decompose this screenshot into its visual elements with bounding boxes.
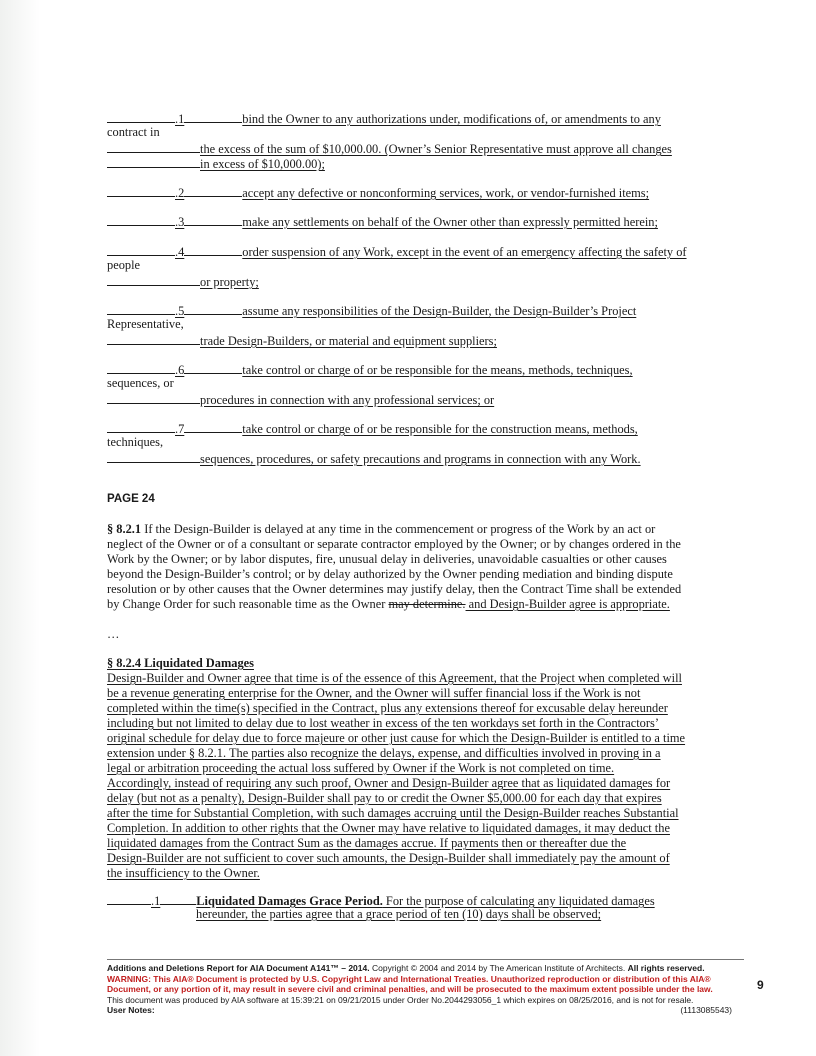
list-item-2: .2 accept any defective or nonconforming services, work, or vendor-furnished items; — [107, 184, 649, 201]
scan-edge-shading — [0, 0, 40, 1056]
list-item-1-line-3: the excess of the sum of $10,000.00. (Owner’s Senior Representative must approve all changes — [107, 140, 672, 157]
list-item-1-line-2: contract in — [107, 125, 160, 139]
list-item-6-line-1: .6 take control or charge of or be responsible for the means, methods, techniques, — [107, 361, 633, 378]
list-item-4-line-3: or property; — [107, 273, 259, 290]
document-footer: Additions and Deletions Report for AIA Document A141™ – 2014. Copyright © 2004 and 2014 by The American Institute of Architects. All rights reserved. WARNING: This AIA® Document is protected by U.S. Copyright Law and International Treaties. Unauthorized reproduction or distribution of this AIA® Document, or any portion of it, may result in severe civil and criminal penalties, and will be prosecuted to the maximum extent possible under the law. This document was produced by AIA software at 15:39:21 on 09/21/2015 under Order No.2044293056_1 which expires on 08/25/2016, and is not for resale. User Notes: (1113085543) — [107, 963, 732, 1016]
list-item-1-line-4: in excess of $10,000.00); — [107, 155, 325, 172]
list-item-4-line-1: .4 order suspension of any Work, except in the event of an emergency affecting the safety of — [107, 243, 687, 260]
list-item-7-line-2: techniques, — [107, 435, 164, 449]
list-item-7-line-3: sequences, procedures, or safety precautions and programs in connection with any Work. — [107, 450, 641, 467]
grace-period-line-1: .1 Liquidated Damages Grace Period. For the purpose of calculating any liquidated damages — [107, 892, 655, 909]
section-8-2-1-paragraph: § 8.2.1 If the Design-Builder is delayed at any time in the commencement or progress of the Work by an act or neglect of the Owner or of a consultant or separate contractor employed by the Owner; or by changes ordered in the Work by the Owner; or by labor disputes, fire, unusual delay in deliveries, unavoidable casualties or other causes beyond the Design-Builder’s control; or by delay authorized by the Owner pending mediation and binding dispute resolution or by other causes that the Owner determines may justify delay, then the Contract Time shall be extended by Change Order for such reasonable time as the Owner may determine. and Design-Builder agree is appropriate. — [107, 522, 682, 611]
page-reference-heading: PAGE 24 — [107, 493, 155, 505]
list-item-1-line-1: .1 bind the Owner to any authorizations under, modifications of, or amendments to any — [107, 110, 661, 127]
section-8-2-4-heading: § 8.2.4 Liquidated Damages — [107, 656, 254, 670]
section-8-2-4-paragraph: § 8.2.4 Liquidated Damages Design-Builder and Owner agree that time is of the essence of this Agreement, that the Project when completed will be a revenue generating enterprise for the Owner, and the Owner will suffer financial loss if the Work is not completed within the time(s) specified in the Contract, plus any extensions thereof for excusable delay hereunder including but not limited to delay due to lost weather in excess of the ten workdays set forth in the Contractors’ original schedule for delay due to force majeure or other just cause for which the Design-Builder is entitled to a time extension under § 8.2.1. The parties also recognize the delays, expense, and difficulties involved in proving in a legal or arbitration proceeding the actual loss suffered by Owner if the Work is not completed on time. Accordingly, instead of requiring any such proof, Owner and Design-Builder agree that as liquidated damages for delay (but not as a penalty), Design-Builder shall pay to or credit the Owner $5,000.00 for each day that expires after the time for Substantial Completion, with such damages accruing until the Design-Builder reaches Substantial Completion. In addition to other rights that the Owner may have relative to liquidated damages, it may deduct the liquidated damages from the Contract Sum as the damages accrue. If payments then or thereafter due the Design-Builder are not sufficient to cover such amounts, the Design-Builder shall immediately pay the amount of the insufficiency to the Owner. — [107, 656, 707, 881]
list-item-6-line-3: procedures in connection with any professional services; or — [107, 391, 494, 408]
footer-divider — [107, 959, 744, 960]
list-item-7-line-1: .7 take control or charge of or be responsible for the construction means, methods, — [107, 420, 638, 437]
list-item-3: .3 make any settlements on behalf of the Owner other than expressly permitted herein; — [107, 213, 658, 230]
list-item-5-line-3: trade Design-Builders, or material and equipment suppliers; — [107, 332, 497, 349]
list-item-6-line-2: sequences, or — [107, 376, 174, 390]
page-number: 9 — [757, 978, 764, 992]
list-item-4-line-2: people — [107, 258, 141, 272]
list-item-5-line-2: Representative, — [107, 317, 184, 331]
list-item-5-line-1: .5 assume any responsibilities of the Design-Builder, the Design-Builder’s Project — [107, 302, 636, 319]
grace-period-line-2: hereunder, the parties agree that a grace period of ten (10) days shall be observed; — [196, 907, 602, 921]
ellipsis: … — [107, 627, 120, 641]
